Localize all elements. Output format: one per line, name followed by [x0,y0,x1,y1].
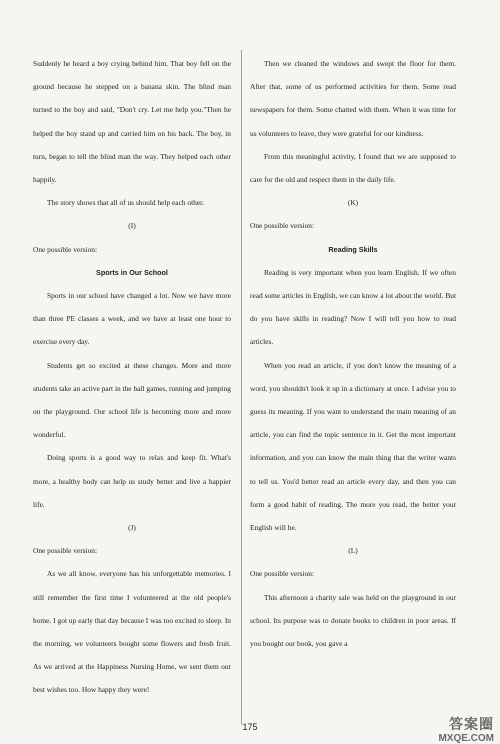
volunteer-paragraph-1: As we all know, everyone has his unforgettable memories. I still remember the first time I volunteered at the old people's home. I got up early that day because I was too excited to sleep. In the morning, we volunteers bought some flowers and fresh fruit. As we arrived at the Happiness Nursing Home, we sent them our best wishes too. How happy they were! [33,569,231,695]
watermark-url: MXQE.COM [438,733,494,744]
watermark-text: 答案圈 [449,716,494,732]
sports-paragraph-3: Doing sports is a good way to relax and keep fit. What's more, a healthy body can help us study better and live a happier life. [33,453,231,509]
charity-paragraph: This afternoon a charity sale was held on the playground in our school. Its purpose was to donate books to children in poor areas. If you bought our book, you gave a [250,592,456,649]
reading-paragraph-2: When you read an article, if you don't know the meaning of a word, you shouldn't look it up in a dictionary at once. I advise you to guess its meaning. If you want to understand the main meaning of an article, you can find the topic sentence in it. Get the most important information, and you can know the main thing that the writer wants to tell us. You'd better read an article every day, and then you can form a good habit of reading. The more you read, the better your English will be. [250,360,456,533]
version-label-j: One possible version: [33,546,98,556]
sports-paragraph-2: Students get so excited at these changes. More and more students take an active part in the ball games, running and jumping on the playground. Our school life is becoming more and more wonderful. [33,360,231,440]
reading-paragraph-1: Reading is very important when you learn English. If we often read some articles in English, we can know a lot about the world. But do you have skills in reading? Now I will tell you how to read articles. [250,267,456,347]
version-label-l: One possible version: [250,569,315,579]
page-number: 175 [242,722,258,732]
section-label-i: (I) [128,221,136,231]
story-paragraph-end: Suddenly he heard a boy crying behind him. That boy fell on the ground because he stepped on a banana skin. The blind man turned to the boy and said, "Don't cry. Let me help you."Then he helped the boy stand up and carried him on his back. The boy, in turn, began to tell the blind man the way. They helped each other happily. [33,59,231,185]
watermark-logo [394,714,494,744]
volunteer-paragraph-2: Then we cleaned the windows and swept the floor for them. After that, some of us performed activities for them. Some read newspapers for them. Some chatted with them. When it was time for us volunteers to leave, they were grateful for our kindness. [250,59,456,138]
volunteer-paragraph-3: From this meaningful activity, I found that we are supposed to care for the old and respect them in the daily life. [250,151,456,185]
version-label-k: One possible version: [250,221,315,231]
section-label-j: (J) [128,523,136,533]
section-label-k: (K) [347,198,359,208]
column-divider [241,50,242,725]
story-moral: The story shows that all of us should help each other. [47,198,205,208]
version-label-i: One possible version: [33,244,98,254]
right-column [250,52,456,655]
essay-title-sports: Sports in Our School [96,267,168,277]
sports-paragraph-1: Sports in our school have changed a lot. Now we have more than three PE classes a week, and we have at least one hour to exercise every day. [33,291,231,347]
essay-title-reading: Reading Skills [328,244,378,254]
left-column [33,52,231,702]
section-label-l: (L) [348,546,358,556]
